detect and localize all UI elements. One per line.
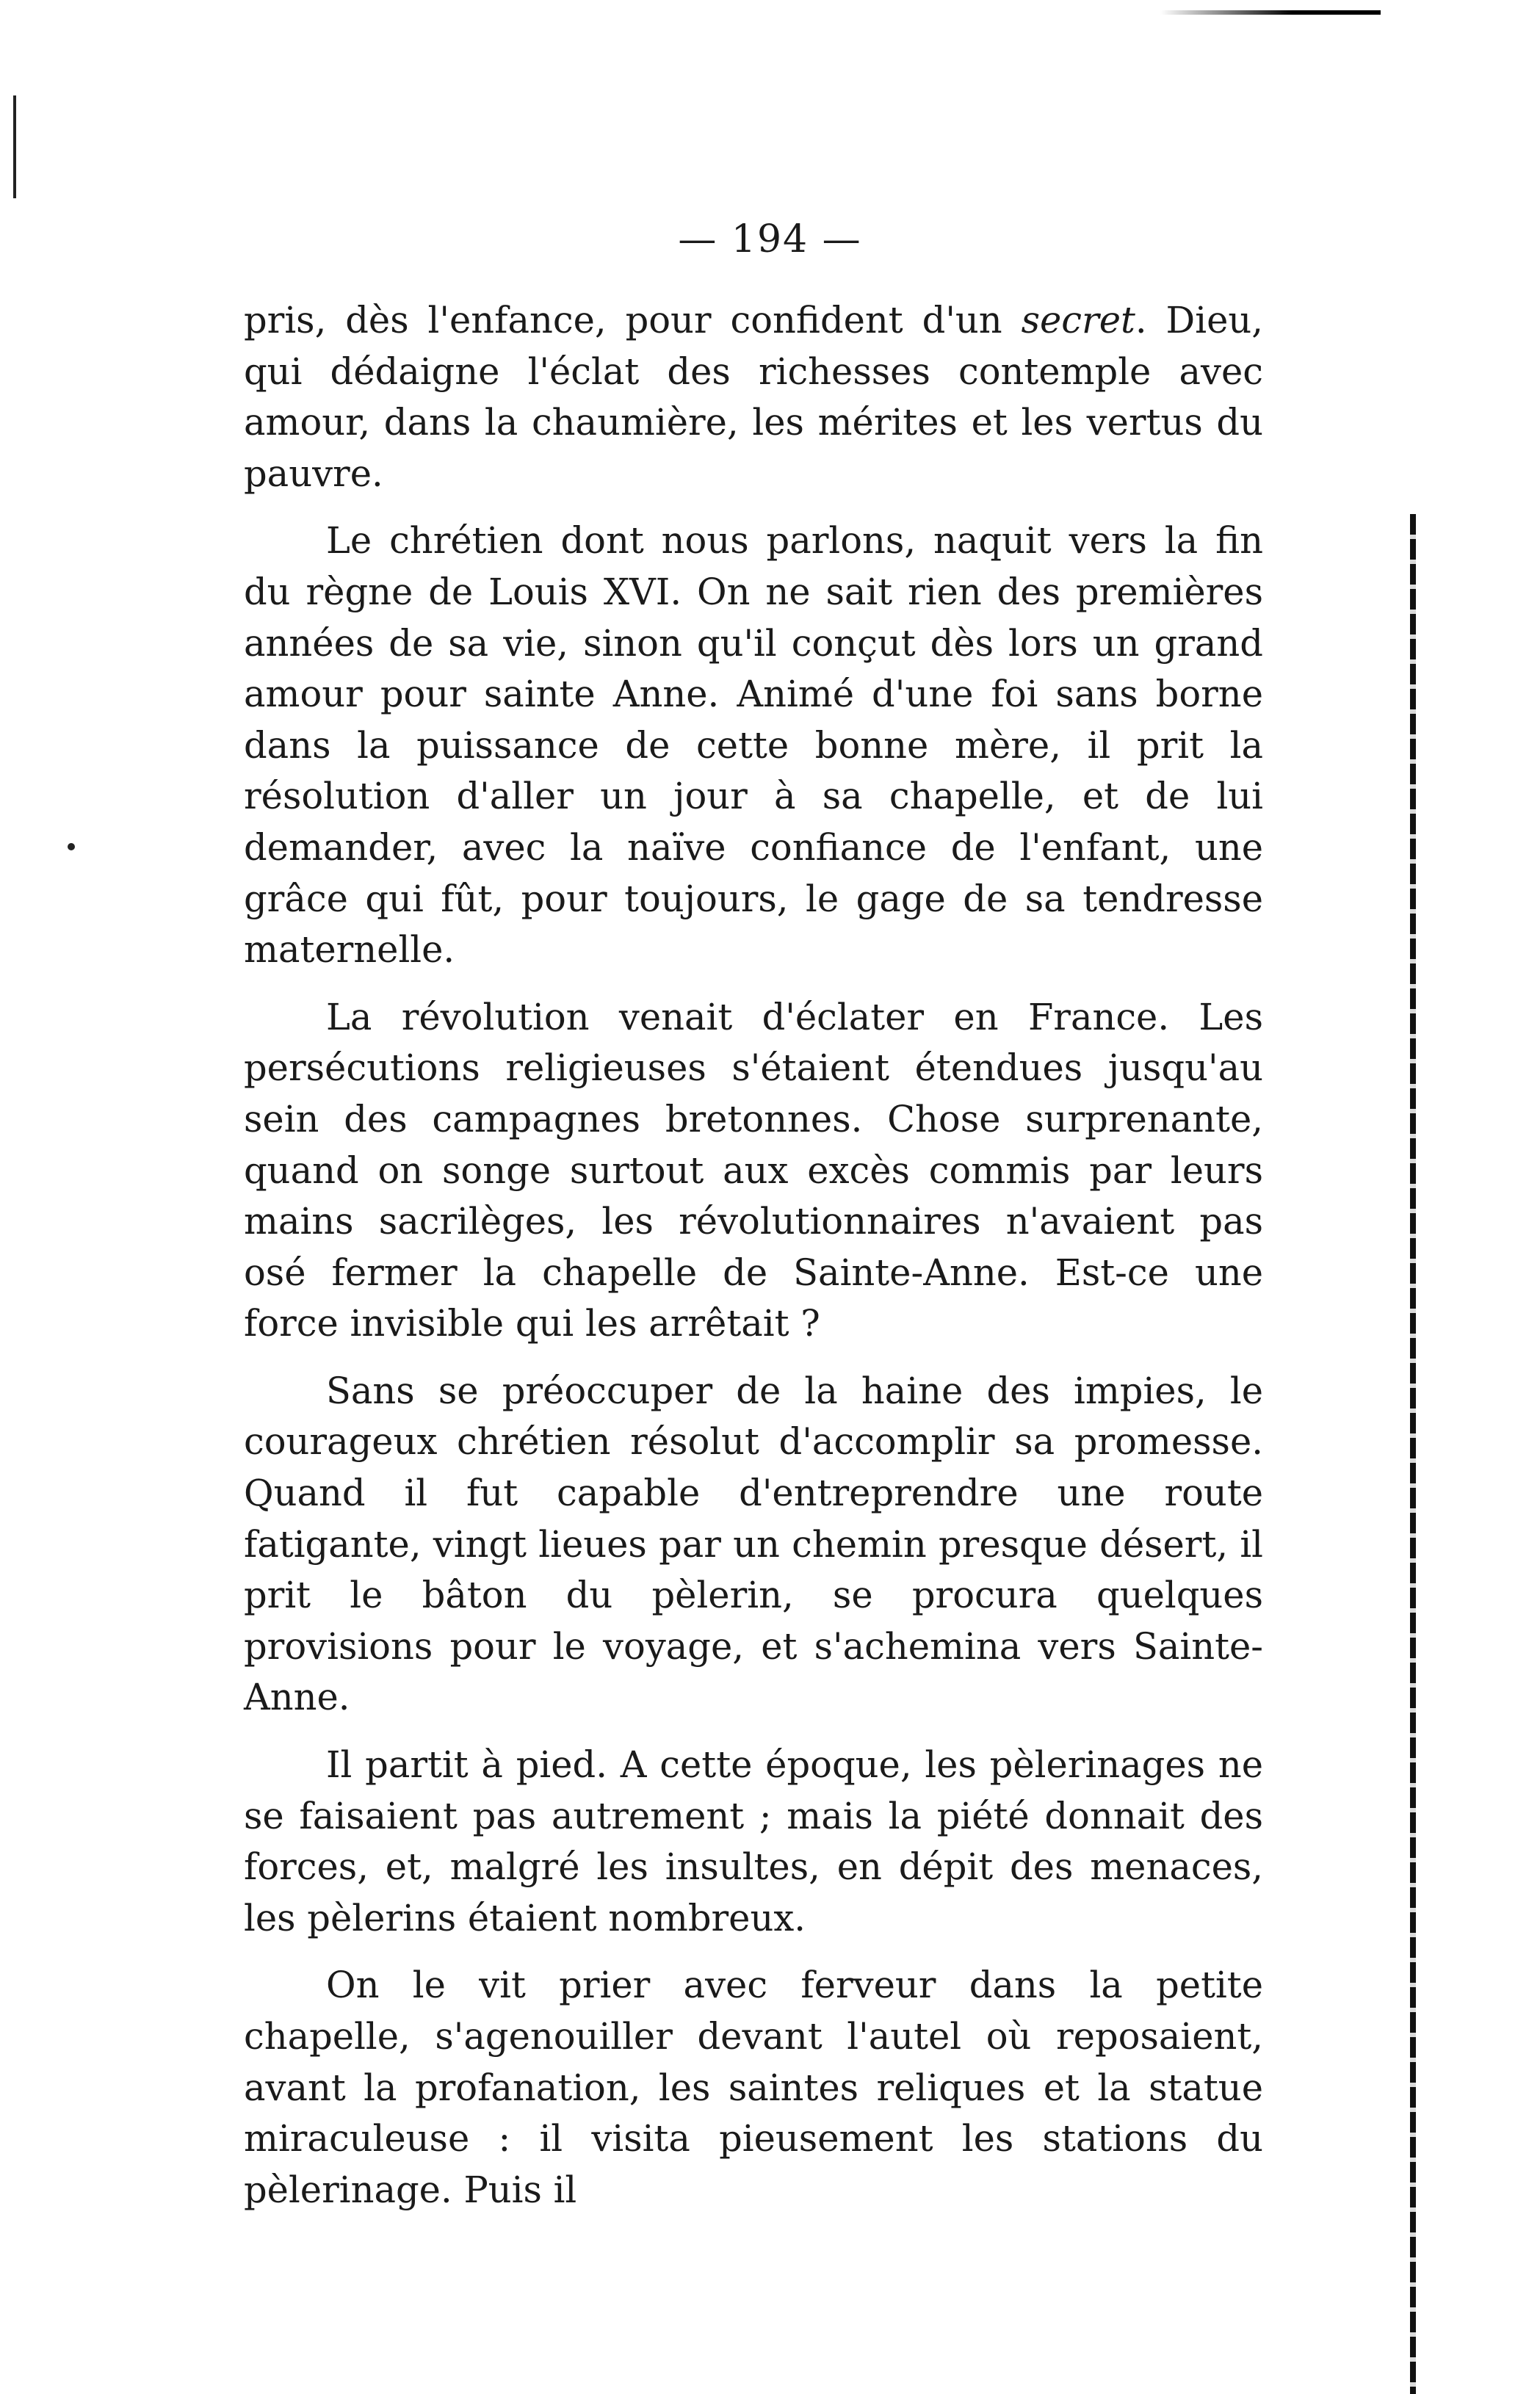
margin-dot: [68, 843, 75, 850]
paragraph-1-italic: secret: [1021, 299, 1135, 341]
paragraph-2: Le chrétien dont nous parlons, naquit vers la fin du règne de Louis XVI. On ne sait rien des premières années de sa vie, sinon qu'il conçut dès lors un grand amour pour sainte Anne. Animé d'une foi sans borne dans la puissance de cette bonne mère, il prit la résolution d'aller un jour à sa chapelle, et de lui demander, avec la naïve confiance de l'enfant, une grâce qui fût, pour toujours, le gage de sa tendresse maternelle.: [244, 519, 1263, 972]
paragraph-6: On le vit prier avec ferveur dans la petite chapelle, s'agenouiller devant l'autel où reposaient, avant la profanation, les saintes reliques et la statue miraculeuse : il visita pieusement les stations du pèlerinage. Puis il: [244, 1964, 1263, 2211]
scan-left-mark: [13, 95, 16, 198]
paragraph-1-end: . Dieu, qui dédaigne l'éclat des richesses contemple avec amour, dans la chaumière, les mérites et les vertus du pauvre.: [244, 299, 1263, 495]
paragraph-1: [244, 295, 1263, 499]
page-number: — 194 —: [678, 217, 862, 261]
paragraph-3: La révolution venait d'éclater en France. Les persécutions religieuses s'étaient étendues jusqu'au sein des campagnes bretonnes. Chose surprenante, quand on songe surtout aux excès commis par leurs mains sacrilèges, les révolutionnaires n'avaient pas osé fermer la chapelle de Sainte-Anne. Est-ce une force invisible qui les arrêtait ?: [244, 995, 1263, 1345]
paragraph-1-start: pris, dès l'enfance, pour confident d'un: [244, 299, 1022, 341]
body-text: [244, 295, 1263, 2232]
scan-page-edge: [1410, 514, 1416, 2394]
paragraph-5: Il partit à pied. A cette époque, les pèlerinages ne se faisaient pas autrement ; mais la piété donnait des forces, et, malgré les insultes, en dépit des menaces, les pèlerins étaient nombreux.: [244, 1743, 1263, 1939]
scan-top-rule: [1160, 10, 1381, 15]
paragraph-4: Sans se préoccuper de la haine des impies, le courageux chrétien résolut d'accomplir sa promesse. Quand il fut capable d'entreprendre une route fatigante, vingt lieues par un chemin presque désert, il prit le bâton du pèlerin, se procura quelques provisions pour le voyage, et s'achemina vers Sainte-Anne.: [244, 1369, 1263, 1719]
